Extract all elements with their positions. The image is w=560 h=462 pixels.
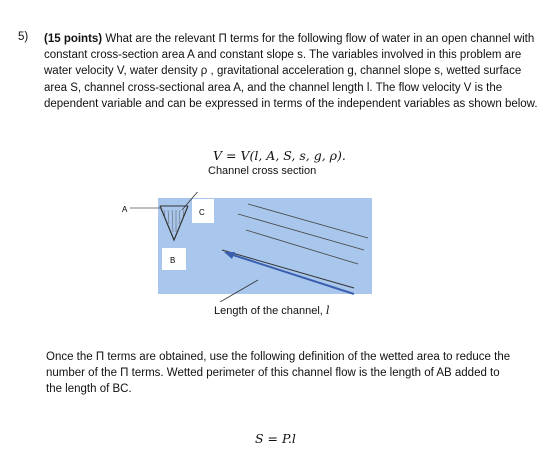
- label-b: B: [170, 256, 176, 265]
- instruction-paragraph: Once the Π terms are obtained, use the following definition of the wetted area to reduce the number of the Π terms. Wetted perimeter of this channel flow is the length of AB added to the length of BC.: [46, 351, 511, 396]
- channel-panel: [158, 198, 372, 294]
- question-text: What are the relevant Π terms for the following flow of water in an open channel with constant cross-section area A and constant slope s. The variables involved in this problem are water velocity V, water density ρ , gravitational acceleration g, channel slope s, wetted surface area S, channel cross-sectional area A, and the channel length l. The flow velocity V is the dependent variable and can be expressed in terms of the independent variables as shown below.: [44, 33, 538, 110]
- label-a: A: [122, 205, 128, 214]
- caption-bottom-var: l: [325, 304, 330, 317]
- velocity-equation: V = V(l, A, S, s, g, ρ).: [213, 148, 346, 163]
- wetted-area-equation: S = P.l: [255, 431, 296, 446]
- label-c: C: [199, 208, 205, 217]
- caption-bottom-text: Length of the channel,: [214, 305, 323, 317]
- figure-caption-top: Channel cross section: [208, 165, 317, 177]
- channel-figure: [118, 192, 378, 302]
- question-points: (15 points): [44, 33, 103, 45]
- question-number: 5): [18, 31, 29, 43]
- question-paragraph: [44, 31, 544, 112]
- figure-caption-bottom: [214, 304, 329, 317]
